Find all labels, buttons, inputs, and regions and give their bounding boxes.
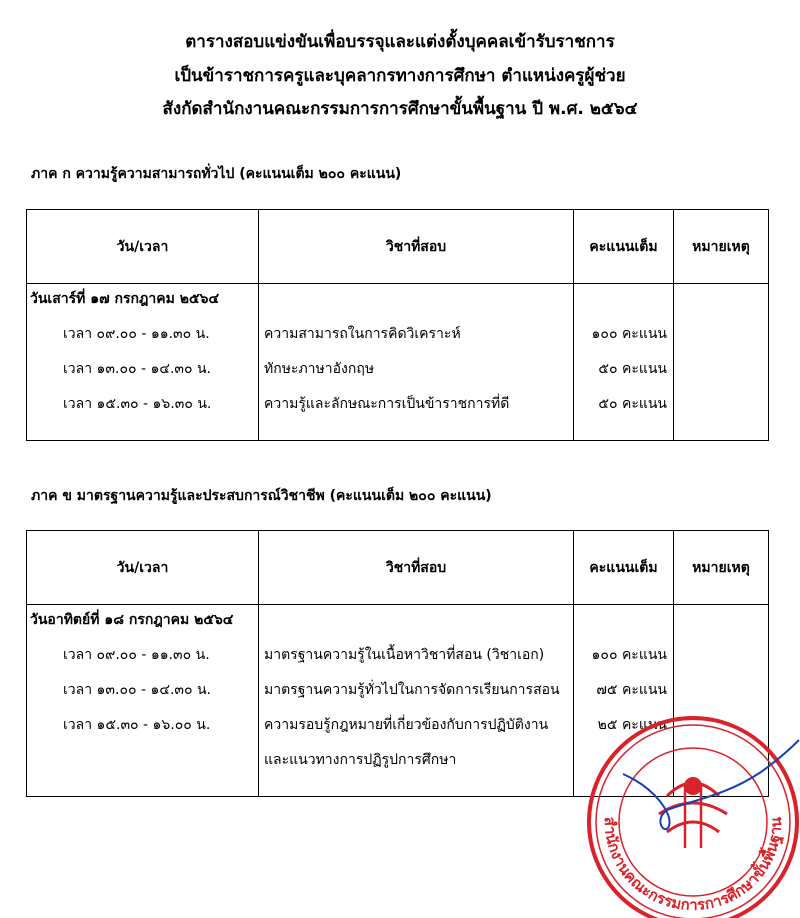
subject-cell bbox=[259, 605, 574, 797]
exam-score: ๑๐๐ คะแนน bbox=[591, 326, 667, 342]
column-header-datetime: วัน/เวลา bbox=[27, 210, 259, 284]
document-title-line-1: ตารางสอบแข่งขันเพื่อบรรจุและแต่งตั้งบุคคลเข้ารับราชการ bbox=[185, 32, 615, 52]
exam-subject-continued: และแนวทางการปฏิรูปการศึกษา bbox=[264, 752, 457, 768]
exam-subject: มาตรฐานความรู้ในเนื้อหาวิชาที่สอน (วิชาเอก) bbox=[264, 647, 545, 663]
exam-subject: ทักษะภาษาอังกฤษ bbox=[264, 361, 375, 377]
column-header-subject: วิชาที่สอบ bbox=[259, 531, 574, 605]
exam-day: วันเสาร์ที่ ๑๗ กรกฎาคม ๒๕๖๔ bbox=[30, 291, 220, 307]
section-b-schedule-table bbox=[26, 530, 769, 797]
exam-score: ๒๕ คะแนน bbox=[597, 717, 667, 733]
subject-cell bbox=[259, 284, 574, 441]
exam-score: ๕๐ คะแนน bbox=[598, 361, 667, 377]
exam-subject: ความสามารถในการคิดวิเคราะห์ bbox=[264, 326, 461, 342]
column-header-datetime: วัน/เวลา bbox=[27, 531, 259, 605]
table-header-row bbox=[27, 531, 769, 605]
exam-score: ๑๐๐ คะแนน bbox=[591, 647, 667, 663]
section-a-schedule-table bbox=[26, 209, 769, 441]
remark-cell bbox=[674, 605, 769, 797]
score-cell bbox=[574, 605, 674, 797]
exam-time: เวลา ๐๙.๐๐ - ๑๑.๓๐ น. bbox=[63, 647, 210, 663]
exam-time: เวลา ๑๕.๓๐ - ๑๖.๐๐ น. bbox=[63, 717, 211, 733]
section-b-title: ภาค ข มาตรฐานความรู้และประสบการณ์วิชาชีพ (คะแนนเต็ม ๒๐๐ คะแนน) bbox=[31, 488, 492, 504]
exam-subject: ความรู้และลักษณะการเป็นข้าราชการที่ดี bbox=[264, 396, 510, 412]
exam-time: เวลา ๑๓.๐๐ - ๑๔.๓๐ น. bbox=[63, 361, 212, 377]
exam-score: ๕๐ คะแนน bbox=[598, 396, 667, 412]
exam-score: ๗๕ คะแนน bbox=[596, 682, 667, 698]
column-header-subject: วิชาที่สอบ bbox=[259, 210, 574, 284]
exam-time: เวลา ๐๙.๐๐ - ๑๑.๓๐ น. bbox=[63, 326, 210, 342]
datetime-cell bbox=[27, 605, 259, 797]
exam-time: เวลา ๑๕.๓๐ - ๑๖.๓๐ น. bbox=[63, 396, 212, 412]
exam-day: วันอาทิตย์ที่ ๑๘ กรกฎาคม ๒๕๖๔ bbox=[30, 612, 234, 628]
remark-cell bbox=[674, 284, 769, 441]
column-header-score: คะแนนเต็ม bbox=[574, 210, 674, 284]
column-header-score: คะแนนเต็ม bbox=[574, 531, 674, 605]
table-row bbox=[27, 605, 769, 797]
exam-time: เวลา ๑๓.๐๐ - ๑๔.๓๐ น. bbox=[63, 682, 212, 698]
score-cell bbox=[574, 284, 674, 441]
section-a-title: ภาค ก ความรู้ความสามารถทั่วไป (คะแนนเต็ม ๒๐๐ คะแนน) bbox=[31, 166, 402, 182]
document-title-line-2: เป็นข้าราชการครูและบุคลากรทางการศึกษา ตำแหน่งครูผู้ช่วย bbox=[174, 66, 626, 86]
exam-subject: มาตรฐานความรู้ทั่วไปในการจัดการเรียนการสอน bbox=[264, 682, 560, 698]
table-header-row bbox=[27, 210, 769, 284]
table-row bbox=[27, 284, 769, 441]
document-title-line-3: สังกัดสำนักงานคณะกรรมการการศึกษาขั้นพื้นฐาน ปี พ.ศ. ๒๕๖๔ bbox=[162, 99, 638, 119]
column-header-remark: หมายเหตุ bbox=[674, 531, 769, 605]
datetime-cell bbox=[27, 284, 259, 441]
column-header-remark: หมายเหตุ bbox=[674, 210, 769, 284]
exam-subject: ความรอบรู้กฎหมายที่เกี่ยวข้องกับการปฏิบัติงาน bbox=[264, 717, 549, 733]
seal-text: สำนักงานคณะกรรมการการศึกษาขั้นพื้นฐาน bbox=[600, 816, 786, 915]
